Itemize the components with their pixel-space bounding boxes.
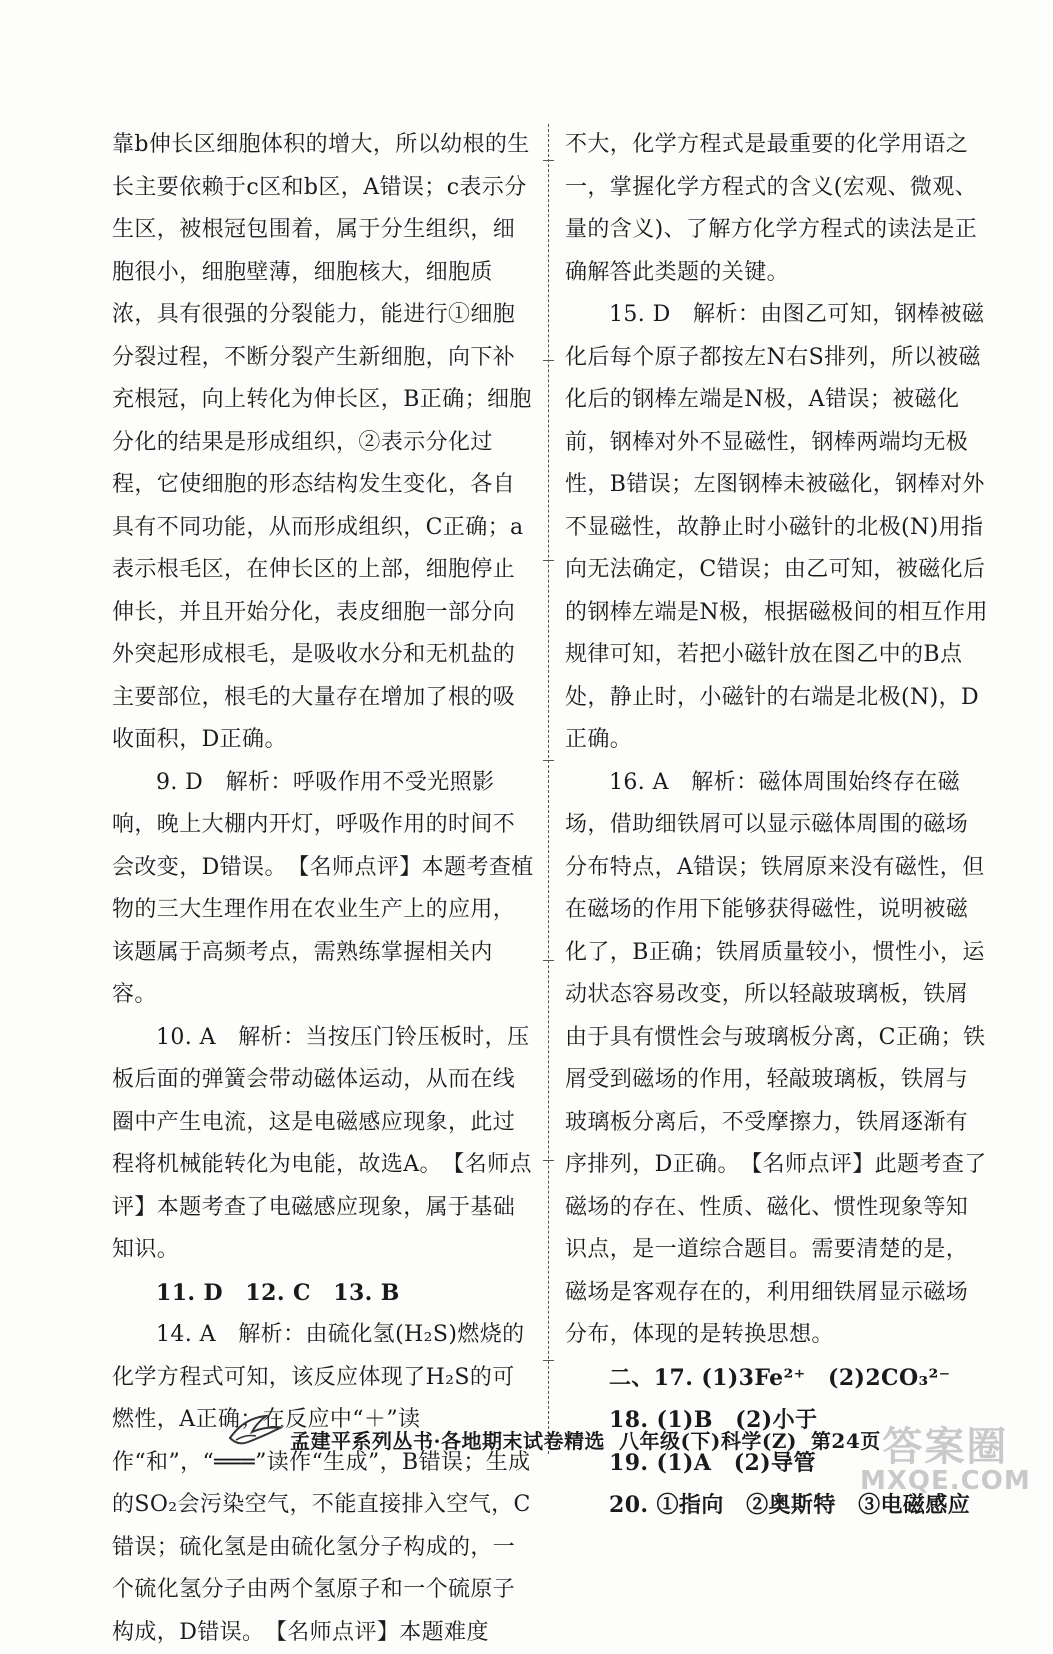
paragraph: 二、17. (1)3Fe²⁺ (2)2CO₃²⁻ [609,1364,951,1391]
page-footer [290,1425,881,1454]
divider-tick [543,960,554,961]
paragraph: 15. D 解析：由图乙可知，钢棒被磁化后每个原子都按左N右S排列，所以被磁化后的钢棒左端是N极，A错误；被磁化前，钢棒对外不显磁性，钢棒两端均无极性，B错误；左图钢棒未被磁化，钢棒对外不显磁性，故静止时小磁针的北极(N)用指向无法确定，C错误；由乙可知，被磁化后的钢棒左端是N极，根据磁极间的相互作用规律可知，若把小磁针放在图乙中的B点处，静止时，小磁针的右端是北极(N)，D正确。 [565,302,988,752]
footer-grade: 八年级(下)科学(Z) [618,1429,797,1453]
paragraph: 20. ①指向 ②奥斯特 ③电磁感应 [609,1492,971,1518]
paragraph: 18. (1)B (2)小于 [609,1407,818,1433]
paragraph: 靠b伸长区细胞体积的增大，所以幼根的生长主要依赖于c区和b区，A错误；c表示分生区，被根冠包围着，属于分生组织，细胞很小，细胞壁薄，细胞核大，细胞质浓，具有很强的分裂能力，能进行①细胞分裂过程，不断分裂产生新细胞，向下补充根冠，向上转化为伸长区，B正确；细胞分化的结果是形成组织，②表示分化过程，它使细胞的形态结构发生变化，各自具有不同功能，从而形成组织，C正确；a表示根毛区，在伸长区的上部，细胞停止伸长，并且开始分化，表皮细胞一部分向外突起形成根毛，是吸收水分和无机盐的主要部位，根毛的大量存在增加了根的吸收面积，D正确。 [112,132,532,752]
paragraph: 11. D 12. C 13. B [156,1279,400,1306]
footer-series: 孟建平系列丛书·各地期末试卷精选 [290,1429,605,1453]
right-column [565,124,990,1527]
divider-tick [543,1160,554,1161]
paragraph: 14. A 解析：由硫化氢(H₂S)燃烧的化学方程式可知，该反应体现了H₂S的可燃性，A正确；在反应中“＋”读作“和”，“═══”读作“生成”，B错误；生成的SO₂会污染空气，不能直接排入空气，C错误；硫化氢是由硫化氢分子构成的，一个硫化氢分子由两个氢原子和一个硫原子构成，D错误。 【名师点评】本题难度 [112,1322,531,1645]
paragraph: 不大，化学方程式是最重要的化学用语之一，掌握化学方程式的含义(宏观、微观、量的含义)、了解方化学方程式的读法是正确解答此类题的关键。 [565,132,978,285]
bird-logo-icon [226,1408,284,1452]
paragraph: 19. (1)A (2)导管 [609,1449,816,1476]
divider-tick [543,160,554,161]
watermark-text: 答案圈 [882,1424,1009,1470]
paragraph: 16. A 解析：磁体周围始终存在磁场，借助细铁屑可以显示磁体周围的磁场分布特点，A错误；铁屑原来没有磁性，但在磁场的作用下能够获得磁性，说明被磁化了，B正确；铁屑质量较小，惯性小，运动状态容易改变，所以轻敲玻璃板，铁屑由于具有惯性会与玻璃板分离，C正确；铁屑受到磁场的作用，轻敲玻璃板，铁屑与玻璃板分离后，不受摩擦力，铁屑逐渐有序排列，D正确。 【名师点评】此题考查了磁场的存在、性质、磁化、惯性现象等知识点，是一道综合题目。需要清楚的是，磁场是客观存在的，利用细铁屑显示磁场分布，体现的是转换思想。 [565,769,987,1347]
footer-page-number: 第24页 [810,1429,881,1453]
divider-tick [543,1360,554,1361]
watermark-url: MXQE.COM [860,1466,1031,1496]
divider-tick [543,760,554,761]
paragraph: 9. D 解析：呼吸作用不受光照影响，晚上大棚内开灯，呼吸作用的时间不会改变，D错误。 【名师点评】本题考查植物的三大生理作用在农业生产上的应用，该题属于高频考点，需熟练掌握相关内容。 [112,769,534,1007]
watermark [860,1415,1031,1496]
divider-tick [543,360,554,361]
paragraph: 10. A 解析：当按压门铃压板时，压板后面的弹簧会带动磁体运动，从而在线圈中产生电流，这是电磁感应现象，此过程将机械能转化为电能，故选A。 【名师点评】本题考查了电磁感应现象，属于基础知识。 [112,1024,532,1262]
divider-tick [543,560,554,561]
column-divider [548,124,549,1454]
